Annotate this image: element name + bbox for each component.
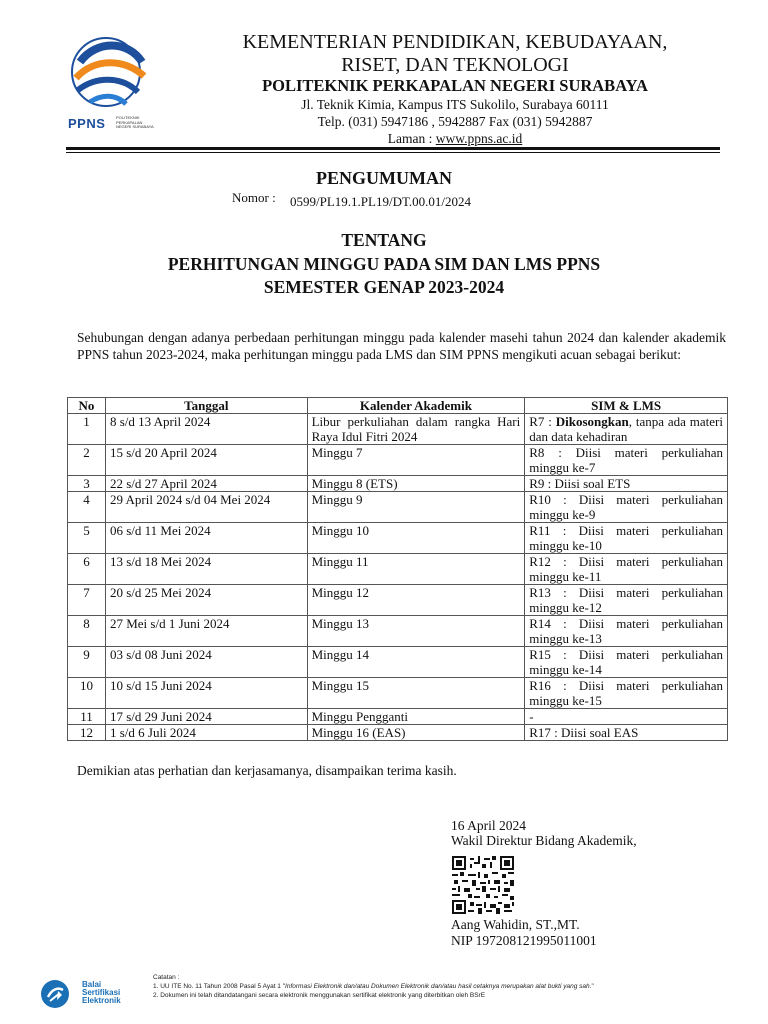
signatory-nip: NIP 197208121995011001 xyxy=(451,933,597,948)
sim-prefix: R7 : xyxy=(529,414,556,429)
cell-kalender: Minggu 16 (EAS) xyxy=(307,725,525,741)
ministry-line-1: KEMENTERIAN PENDIDIKAN, KEBUDAYAAN, xyxy=(242,31,668,53)
cell-no: 12 xyxy=(68,725,106,741)
cell-tanggal: 10 s/d 15 Juni 2024 xyxy=(105,678,307,709)
sim-emphasis: Dikosongkan xyxy=(555,414,629,429)
table-row xyxy=(68,585,728,616)
note1-suffix: " xyxy=(591,983,594,990)
cell-no: 9 xyxy=(68,647,106,678)
cell-no: 1 xyxy=(68,414,106,445)
header-sim-lms: SIM & LMS xyxy=(525,398,728,414)
cell-sim-lms: R14 : Diisi materi perkuliahan minggu ke-13 xyxy=(525,616,728,647)
subject-line-3: SEMESTER GENAP 2023-2024 xyxy=(263,277,505,297)
table-header-row xyxy=(68,398,728,414)
cell-no: 3 xyxy=(68,476,106,492)
phone-fax: Telp. (031) 5947186 , 5942887 Fax (031) 5942887 xyxy=(317,114,593,129)
subject-line-1: TENTANG xyxy=(341,230,427,250)
note1-prefix: 1. UU ITE No. 11 Tahun 2008 Pasal 5 Ayat 1 " xyxy=(153,983,286,990)
cell-tanggal: 20 s/d 25 Mei 2024 xyxy=(105,585,307,616)
cell-sim-lms: - xyxy=(525,709,728,725)
ministry-line-2: RISET, DAN TEKNOLOGI xyxy=(341,54,569,76)
cell-tanggal: 06 s/d 11 Mei 2024 xyxy=(105,523,307,554)
cell-kalender: Minggu 8 (ETS) xyxy=(307,476,525,492)
table-row xyxy=(68,725,728,741)
website-link[interactable]: www.ppns.ac.id xyxy=(435,131,523,146)
cell-kalender: Minggu 13 xyxy=(307,616,525,647)
number-label: Nomor : xyxy=(232,190,276,205)
cell-sim-lms: R13 : Diisi materi perkuliahan minggu ke-12 xyxy=(525,585,728,616)
schedule-table xyxy=(67,397,728,741)
letterhead-rule-thick xyxy=(66,147,720,150)
cell-sim-lms: R12 : Diisi materi perkuliahan minggu ke-11 xyxy=(525,554,728,585)
logo-subtext: POLITEKNIK PERKAPALAN NEGERI SURABAYA xyxy=(116,115,154,129)
cell-tanggal: 22 s/d 27 April 2024 xyxy=(105,476,307,492)
cell-sim-lms: R17 : Diisi soal EAS xyxy=(525,725,728,741)
bsre-name-line-1: Balai xyxy=(82,980,102,989)
cell-tanggal: 8 s/d 13 April 2024 xyxy=(105,414,307,445)
header-no: No xyxy=(68,398,106,414)
bsre-logo-icon xyxy=(40,979,70,1009)
cell-no: 7 xyxy=(68,585,106,616)
cell-no: 2 xyxy=(68,445,106,476)
cell-no: 11 xyxy=(68,709,106,725)
announcement-heading: PENGUMUMAN xyxy=(316,168,452,188)
bsre-name-line-2: Sertifikasi xyxy=(82,988,121,997)
cell-tanggal: 27 Mei s/d 1 Juni 2024 xyxy=(105,616,307,647)
qr-code-icon xyxy=(452,856,514,914)
website-label: Laman : xyxy=(387,131,436,146)
table-row xyxy=(68,554,728,585)
closing-sentence: Demikian atas perhatian dan kerjasamanya, disampaikan terima kasih. xyxy=(77,763,457,778)
subject-line-2: PERHITUNGAN MINGGU PADA SIM DAN LMS PPNS xyxy=(167,254,601,274)
header-tanggal: Tanggal xyxy=(105,398,307,414)
table-row xyxy=(68,616,728,647)
cell-sim-lms: R11 : Diisi materi perkuliahan minggu ke-10 xyxy=(525,523,728,554)
signature-date: 16 April 2024 xyxy=(451,818,527,833)
cell-tanggal: 1 s/d 6 Juli 2024 xyxy=(105,725,307,741)
table-row xyxy=(68,414,728,445)
cell-tanggal: 13 s/d 18 Mei 2024 xyxy=(105,554,307,585)
cell-kalender: Minggu 9 xyxy=(307,492,525,523)
letterhead-rule-thin xyxy=(66,152,720,153)
address: Jl. Teknik Kimia, Kampus ITS Sukolilo, Surabaya 60111 xyxy=(301,97,609,112)
cell-kalender: Minggu 12 xyxy=(307,585,525,616)
cell-tanggal: 03 s/d 08 Juni 2024 xyxy=(105,647,307,678)
ppns-logo xyxy=(66,32,158,132)
signatory-name: Aang Wahidin, ST.,MT. xyxy=(451,917,580,932)
footer-notes xyxy=(153,973,594,1000)
cell-no: 4 xyxy=(68,492,106,523)
intro-paragraph: Sehubungan dengan adanya perbedaan perhitungan minggu pada kalender masehi tahun 2024 dan kalender akademik PPNS tahun 2023-2024, maka perhitungan minggu pada LMS dan SIM PPNS mengikuti acuan sebagai berikut: xyxy=(77,330,726,362)
cell-no: 5 xyxy=(68,523,106,554)
institution-name: POLITEKNIK PERKAPALAN NEGERI SURABAYA xyxy=(262,76,648,95)
website-line xyxy=(180,130,730,147)
cell-kalender: Minggu 14 xyxy=(307,647,525,678)
cell-kalender: Minggu 10 xyxy=(307,523,525,554)
cell-kalender: Minggu Pengganti xyxy=(307,709,525,725)
bsre-name-line-3: Elektronik xyxy=(82,996,121,1005)
table-row xyxy=(68,647,728,678)
cell-no: 8 xyxy=(68,616,106,647)
sim-suffix: , tanpa ada materi dan data kehadiran xyxy=(529,414,723,444)
cell-kalender: Libur perkuliahan dalam rangka Hari Raya Idul Fitri 2024 xyxy=(307,414,525,445)
catatan-label: Catatan : xyxy=(153,974,180,981)
cell-tanggal: 15 s/d 20 April 2024 xyxy=(105,445,307,476)
table-row xyxy=(68,709,728,725)
cell-sim-lms: R16 : Diisi materi perkuliahan minggu ke-15 xyxy=(525,678,728,709)
cell-tanggal: 17 s/d 29 Juni 2024 xyxy=(105,709,307,725)
cell-no: 6 xyxy=(68,554,106,585)
cell-sim-lms xyxy=(525,414,728,445)
header-kalender: Kalender Akademik xyxy=(307,398,525,414)
cell-sim-lms: R9 : Diisi soal ETS xyxy=(525,476,728,492)
footer-note-2: 2. Dokumen ini telah ditandatangani secara elektronik menggunakan sertifikat elektronik yang diterbitkan oleh BSrE xyxy=(153,992,486,999)
ppns-logo-icon xyxy=(66,32,158,116)
cell-kalender: Minggu 15 xyxy=(307,678,525,709)
cell-kalender: Minggu 7 xyxy=(307,445,525,476)
cell-sim-lms: R10 : Diisi materi perkuliahan minggu ke-9 xyxy=(525,492,728,523)
note1-italic: Informasi Elektronik dan/atau Dokumen Elektronik dan/atau hasil cetaknya merupakan alat bukti yang sah. xyxy=(285,983,592,990)
cell-sim-lms: R8 : Diisi materi perkuliahan minggu ke-7 xyxy=(525,445,728,476)
table-row xyxy=(68,523,728,554)
number-value: 0599/PL19.1.PL19/DT.00.01/2024 xyxy=(290,194,472,209)
signatory-role: Wakil Direktur Bidang Akademik, xyxy=(451,833,637,848)
cell-kalender: Minggu 11 xyxy=(307,554,525,585)
table-row xyxy=(68,678,728,709)
table-row xyxy=(68,476,728,492)
cell-tanggal: 29 April 2024 s/d 04 Mei 2024 xyxy=(105,492,307,523)
cell-sim-lms: R15 : Diisi materi perkuliahan minggu ke-14 xyxy=(525,647,728,678)
logo-wordmark: PPNS xyxy=(68,116,106,131)
cell-no: 10 xyxy=(68,678,106,709)
table-row xyxy=(68,492,728,523)
table-row xyxy=(68,445,728,476)
bsre-name xyxy=(82,981,121,1005)
footer-note-1 xyxy=(153,982,594,991)
